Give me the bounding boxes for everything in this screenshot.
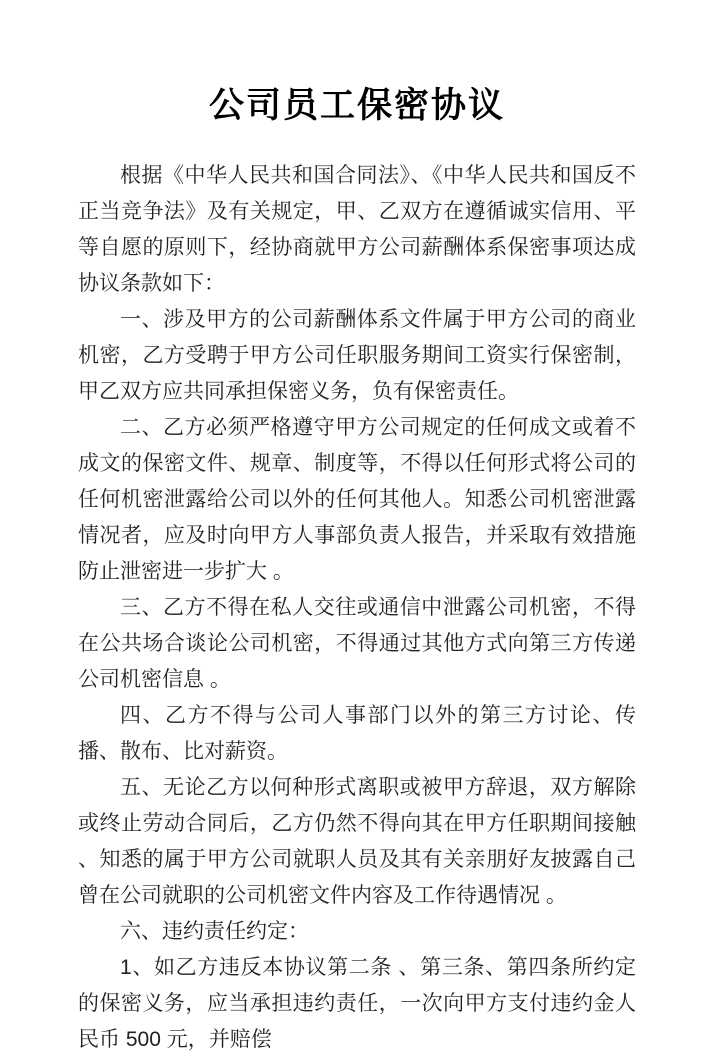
paragraph: 一、涉及甲方的公司薪酬体系文件属于甲方公司的商业机密，乙方受聘于甲方公司任职服务期间工资实行保密制，甲乙双方应共同承担保密义务，负有保密责任。 [78, 308, 636, 403]
paragraph-list [78, 158, 636, 1058]
paragraph: 1、如乙方违反本协议第二条 、第三条、第四条所约定的保密义务，应当承担违约责任，一次向甲方支付违约金人民币 500 元，并赔偿 [78, 956, 636, 1051]
paragraph: 四、乙方不得与公司人事部门以外的第三方讨论、传播、散布、比对薪资。 [78, 704, 636, 763]
paragraph: 根据《中华人民共和国合同法》、《中华人民共和国反不正当竞争法》及有关规定，甲、乙双方在遵循诚实信用、平等自愿的原则下，经协商就甲方公司薪酬体系保密事项达成协议条款如下： [78, 164, 636, 295]
paragraph: 二、乙方必须严格遵守甲方公司规定的任何成文或着不成文的保密文件、规章、制度等，不得以任何形式将公司的任何机密泄露给公司以外的任何其他人。知悉公司机密泄露情况者，应及时向甲方人事部负责人报告，并采取有效措施防止泄密进一步扩大 。 [78, 416, 636, 583]
paragraph: 六、违约责任约定： [120, 920, 309, 943]
paragraph: 三、乙方不得在私人交往或通信中泄露公司机密，不得在公共场合谈论公司机密，不得通过其他方式向第三方传递公司机密信息 。 [78, 596, 636, 691]
paragraph: 五、无论乙方以何种形式离职或被甲方辞退，双方解除或终止劳动合同后，乙方仍然不得向其在甲方任职期间接触 、知悉的属于甲方公司就职人员及其有关亲朋好友披露自己曾在公司就职的公司机密文件内容及工作待遇情况 。 [78, 776, 636, 907]
document-title: 公司员工保密协议 [208, 86, 505, 125]
